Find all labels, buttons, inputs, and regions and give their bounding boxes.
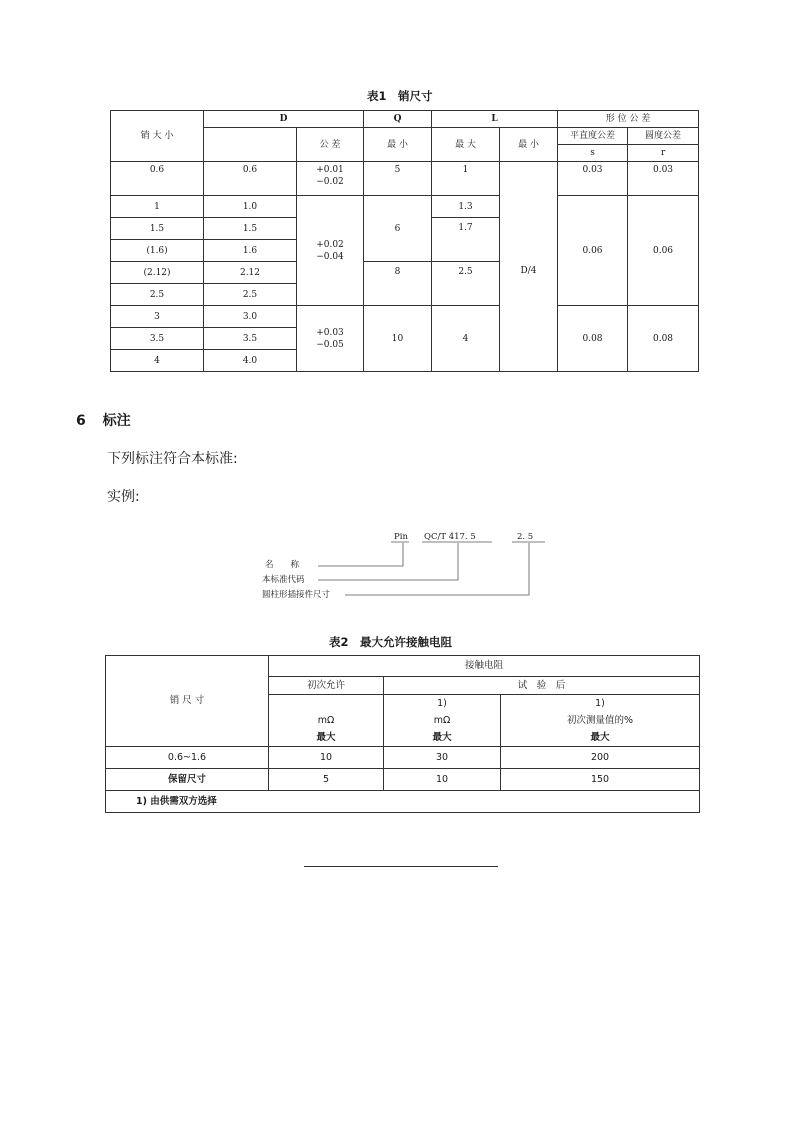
table-cell-q: 5 — [364, 162, 432, 196]
tolerance-minus: −0.04 — [316, 251, 344, 262]
table-cell-l-max: 2.5 — [432, 262, 500, 306]
header-after-test: 试 验 后 — [384, 677, 700, 695]
header-roundness: 圆度公差 — [628, 128, 699, 145]
table-cell-flatness: 0.03 — [558, 162, 628, 196]
table-cell-d: 3.0 — [204, 306, 297, 328]
table-cell-d: 0.6 — [204, 162, 297, 196]
header-initial: 初次允许 — [269, 677, 384, 695]
header-d: D — [204, 111, 364, 128]
table-cell-size: (1.6) — [111, 240, 204, 262]
contact-resistance-table — [105, 655, 700, 813]
table-cell-d: 3.5 — [204, 328, 297, 350]
table-cell-roundness: 0.08 — [628, 306, 699, 372]
max-after-mohm: 最大 — [384, 729, 501, 747]
paragraph: 下列标注符合本标准: — [107, 451, 238, 467]
unit-after-pct: 初次测量值的% — [501, 712, 700, 729]
section-number: 6 — [76, 413, 86, 429]
table-cell-l-max: 1.7 — [432, 218, 500, 262]
table-cell-l-min: D/4 — [500, 162, 558, 372]
label-name: 名 称 — [265, 560, 300, 570]
table-cell-initial: 5 — [269, 769, 384, 791]
header-roundness-symbol: r — [628, 145, 699, 162]
note-b: 1) — [501, 695, 700, 713]
table-cell-d: 1.0 — [204, 196, 297, 218]
tolerance-plus: +0.03 — [316, 327, 344, 338]
table-cell-after-pct: 150 — [501, 769, 700, 791]
code-standard: QC/T 417. 5 — [424, 532, 476, 542]
unit-after-mohm: mΩ — [384, 712, 501, 729]
table-cell-size: 1 — [111, 196, 204, 218]
code-size: 2. 5 — [517, 532, 534, 542]
table-cell-d: 1.6 — [204, 240, 297, 262]
table-cell-size: 3.5 — [111, 328, 204, 350]
header-flatness: 平直度公差 — [558, 128, 628, 145]
table2-caption: 表2 最大允许接触电阻 — [329, 635, 453, 649]
table-cell-size: (2.12) — [111, 262, 204, 284]
table-cell-initial: 10 — [269, 747, 384, 769]
label-standard-code: 本标准代码 — [262, 575, 305, 585]
table-cell-size: 0.6~1.6 — [106, 747, 269, 769]
table-cell-roundness: 0.03 — [628, 162, 699, 196]
tolerance-minus: −0.05 — [316, 339, 344, 350]
note-a: 1) — [384, 695, 501, 713]
table-cell-size: 保留尺寸 — [106, 769, 269, 791]
header-tolerance: 公 差 — [297, 128, 364, 162]
header-q-min: 最 小 — [364, 128, 432, 162]
table-cell-size: 0.6 — [111, 162, 204, 196]
table-cell-l-max: 4 — [432, 306, 500, 372]
table-cell-d: 4.0 — [204, 350, 297, 372]
paragraph-example: 实例: — [107, 489, 140, 505]
table-cell-after-mohm: 30 — [384, 747, 501, 769]
header-contact-resistance: 接触电阻 — [269, 656, 700, 677]
header-l: L — [432, 111, 558, 128]
header-pin-size: 销 尺 寸 — [106, 656, 269, 747]
table-cell-d: 1.5 — [204, 218, 297, 240]
max-initial: 最大 — [269, 729, 384, 747]
table-cell-after-pct: 200 — [501, 747, 700, 769]
header-q: Q — [364, 111, 432, 128]
table-cell-l-max: 1 — [432, 162, 500, 196]
table-cell-size: 1.5 — [111, 218, 204, 240]
table-footnote: 1) 由供需双方选择 — [106, 791, 700, 813]
label-connector-size: 圆柱形插接件尺寸 — [262, 590, 331, 600]
table-cell-size: 3 — [111, 306, 204, 328]
code-pin: Pin — [394, 532, 408, 542]
tolerance-plus: +0.02 — [316, 239, 344, 250]
end-rule — [304, 866, 498, 867]
header-l-min: 最 小 — [500, 128, 558, 162]
table1-caption: 表1 销尺寸 — [367, 89, 433, 103]
tolerance-minus: −0.02 — [316, 177, 344, 187]
max-after-pct: 最大 — [501, 729, 700, 747]
note-empty — [269, 695, 384, 713]
unit-initial: mΩ — [269, 712, 384, 729]
header-flatness-symbol: s — [558, 145, 628, 162]
table-cell-q: 8 — [364, 262, 432, 306]
table-cell-flatness: 0.08 — [558, 306, 628, 372]
table-cell-l-max: 1.3 — [432, 196, 500, 218]
header-form-tolerance: 形 位 公 差 — [558, 111, 699, 128]
table-cell-q: 6 — [364, 196, 432, 262]
header-l-max: 最 大 — [432, 128, 500, 162]
table-cell-size: 4 — [111, 350, 204, 372]
header-pin-size: 销 大 小 — [111, 111, 204, 162]
table-cell-size: 2.5 — [111, 284, 204, 306]
tolerance-plus: +0.01 — [316, 165, 344, 175]
table-cell-q: 10 — [364, 306, 432, 372]
table-cell-roundness: 0.06 — [628, 196, 699, 306]
section-title: 标注 — [102, 413, 131, 429]
table-cell-flatness: 0.06 — [558, 196, 628, 306]
table-cell-d: 2.5 — [204, 284, 297, 306]
table-cell-after-mohm: 10 — [384, 769, 501, 791]
table-cell-d: 2.12 — [204, 262, 297, 284]
